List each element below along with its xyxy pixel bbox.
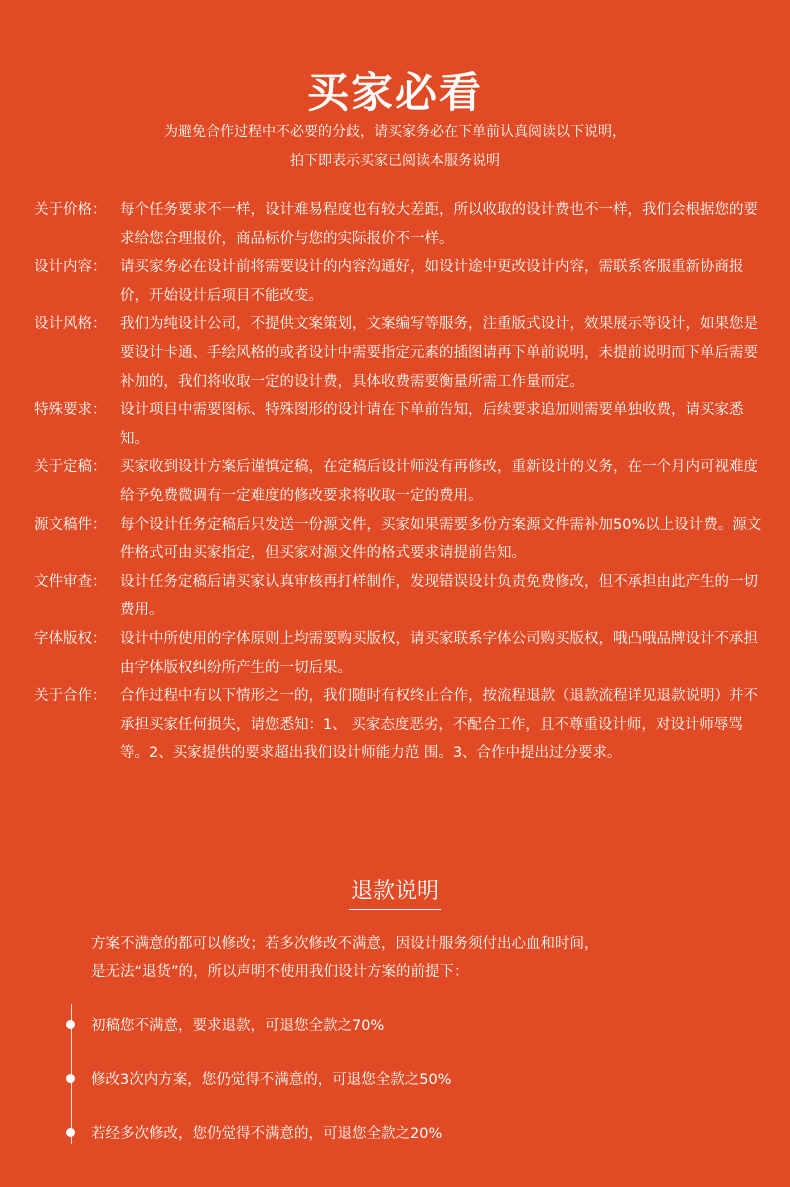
rule-label: 设计风格：	[34, 316, 107, 333]
refund-intro-line-1: 方案不满意的都可以修改；若多次修改不满意，因设计服务须付出心血和时间，	[91, 936, 599, 952]
refund-step-2	[66, 1068, 451, 1088]
rule-cooperation	[34, 682, 764, 768]
timeline-dot-icon	[66, 1020, 75, 1029]
rule-label: 源文稿件：	[34, 516, 107, 533]
rule-content	[34, 253, 764, 310]
rule-review	[34, 568, 764, 625]
rule-special	[34, 396, 764, 453]
refund-step-1	[66, 1014, 384, 1034]
refund-intro-line-2: 是无法“退货”的，所以声明不使用我们设计方案的前提下：	[91, 964, 469, 980]
rule-label: 文件审查：	[34, 573, 107, 590]
refund-step-text: 修改3次内方案，您仍觉得不满意的，可退您全款之50%	[91, 1071, 452, 1088]
refund-step-text: 若经多次修改，您仍觉得不满意的，可退您全款之20%	[91, 1125, 443, 1142]
rule-label: 关于定稿：	[34, 459, 107, 476]
refund-title-text: 退款说明	[349, 874, 441, 910]
rule-label: 关于合作：	[34, 688, 107, 705]
rule-text: 每个任务要求不一样，设计难易程度也有较大差距，所以收取的设计费也不一样，我们会根据您的要求给您合理报价，商品标价与您的实际报价不一样。	[120, 202, 758, 247]
rule-price	[34, 196, 764, 253]
rule-finalize	[34, 453, 764, 510]
rule-label: 特殊要求：	[34, 402, 107, 419]
rule-text: 每个设计任务定稿后只发送一份源文件，买家如果需要多份方案源文件需补加50%以上设计费。源文件格式可由买家指定，但买家对源文件的格式要求请提前告知。	[120, 516, 762, 562]
timeline-dot-icon	[66, 1074, 75, 1083]
refund-step-text: 初稿您不满意，要求退款，可退您全款之70%	[91, 1017, 385, 1034]
rule-font-copyright	[34, 625, 764, 682]
rule-text: 我们为纯设计公司，不提供文案策划，文案编写等服务，注重版式设计，效果展示等设计，如果您是要设计卡通、手绘风格的或者设计中需要指定元素的插图请再下单前说明，未提前说明而下单后需要补加的，我们将收取一定的设计费，具体收费需要衡量所需工作量而定。	[120, 316, 758, 390]
timeline-dot-icon	[66, 1128, 75, 1137]
rule-text: 设计中所使用的字体原则上均需要购买版权，请买家联系字体公司购买版权，哦凸哦品牌设计不承担由字体版权纠纷所产生的一切后果。	[120, 630, 758, 676]
rule-label: 设计内容：	[34, 259, 107, 276]
intro-line-2: 拍下即表示买家已阅读本服务说明	[290, 153, 500, 169]
rule-style	[34, 310, 764, 396]
rule-text: 合作过程中有以下情形之一的，我们随时有权终止合作，按流程退款（退款流程详见退款说明）并不承担买家任何损失，请您悉知：1、 买家态度恶劣，不配合工作，且不尊重设计师，对设计师辱骂等。2、买家提供的要求超出我们设计师能力范 围。3、合作中提出过分要求。	[120, 688, 758, 762]
rules-list	[34, 196, 764, 768]
rule-source-files	[34, 511, 764, 568]
rule-text: 设计任务定稿后请买家认真审核再打样制作，发现错误设计负责免费修改，但不承担由此产生的一切费用。	[120, 573, 758, 619]
refund-step-3	[66, 1122, 442, 1142]
refund-section-title	[0, 874, 790, 910]
refund-intro	[91, 930, 731, 986]
page-title: 买家必看	[306, 68, 483, 117]
rule-label: 关于价格：	[34, 202, 107, 218]
intro-line-1: 为避免合作过程中不必要的分歧，请买家务必在下单前认真阅读以下说明，	[164, 124, 626, 140]
rule-label: 字体版权：	[34, 630, 107, 647]
rule-text: 设计项目中需要图标、特殊图形的设计请在下单前告知，后续要求追加则需要单独收费，请买家悉知。	[120, 402, 744, 447]
rule-text: 请买家务必在设计前将需要设计的内容沟通好，如设计途中更改设计内容，需联系客服重新协商报价，开始设计后项目不能改变。	[120, 259, 744, 304]
rule-text: 买家收到设计方案后谨慎定稿，在定稿后设计师没有再修改，重新设计的义务，在一个月内可视难度给予免费微调有一定难度的修改要求将收取一定的费用。	[120, 459, 758, 504]
